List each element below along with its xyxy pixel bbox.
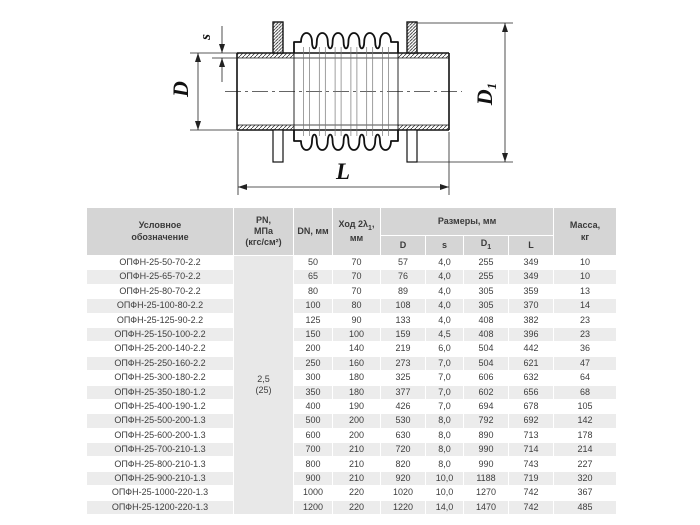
- cell-l: 442: [509, 342, 554, 356]
- cell-designation: ОПФН-25-80-70-2.2: [87, 284, 234, 298]
- cell-stroke: 200: [333, 414, 381, 428]
- cell-l: 396: [509, 327, 554, 341]
- header-line: PN,: [255, 214, 271, 225]
- cell-s: 8,0: [426, 414, 464, 428]
- cell-s: 7,0: [426, 356, 464, 370]
- cell-designation: ОПФН-25-1000-220-1.3: [87, 486, 234, 500]
- cell-dn: 800: [294, 457, 333, 471]
- cell-designation: ОПФН-25-125-90-2.2: [87, 313, 234, 327]
- cell-d: 325: [381, 371, 426, 385]
- col-header-d: D: [381, 236, 426, 256]
- cell-d1: 602: [464, 385, 509, 399]
- cell-s: 8,0: [426, 457, 464, 471]
- cell-l: 621: [509, 356, 554, 370]
- cell-stroke: 220: [333, 500, 381, 514]
- cell-d: 1220: [381, 500, 426, 514]
- cell-designation: ОПФН-25-600-200-1.3: [87, 428, 234, 442]
- header-line: мм: [349, 233, 364, 244]
- cell-stroke: 80: [333, 299, 381, 313]
- table-row: [87, 414, 617, 428]
- cell-d1: 255: [464, 270, 509, 284]
- cell-d: 920: [381, 471, 426, 485]
- table-row: [87, 270, 617, 284]
- col-header-stroke: [333, 208, 381, 256]
- cell-designation: ОПФН-25-100-80-2.2: [87, 299, 234, 313]
- cell-mass: 64: [554, 371, 617, 385]
- stroke-prefix: Ход 2λ: [338, 218, 369, 229]
- col-header-dn: DN, мм: [294, 208, 333, 256]
- cell-d1: 990: [464, 457, 509, 471]
- cell-designation: ОПФН-25-700-210-1.3: [87, 443, 234, 457]
- cell-s: 10,0: [426, 471, 464, 485]
- table-row: [87, 284, 617, 298]
- table-header: [87, 208, 617, 256]
- expansion-joint-drawing: [0, 0, 700, 205]
- cell-l: 632: [509, 371, 554, 385]
- col-header-l: L: [509, 236, 554, 256]
- header-line: (кгс/см²): [245, 237, 282, 248]
- table-body: [87, 256, 617, 515]
- table-row: [87, 385, 617, 399]
- table-row: [87, 486, 617, 500]
- cell-s: 4,0: [426, 270, 464, 284]
- cell-l: 714: [509, 443, 554, 457]
- cell-d: 57: [381, 256, 426, 270]
- cell-d: 89: [381, 284, 426, 298]
- table-row: [87, 327, 617, 341]
- cell-mass: 36: [554, 342, 617, 356]
- cell-s: 10,0: [426, 486, 464, 500]
- cell-stroke: 90: [333, 313, 381, 327]
- cell-d1: 1470: [464, 500, 509, 514]
- cell-stroke: 70: [333, 284, 381, 298]
- table-row: [87, 443, 617, 457]
- cell-mass: 14: [554, 299, 617, 313]
- cell-l: 719: [509, 471, 554, 485]
- cell-s: 8,0: [426, 443, 464, 457]
- dimension-d1: [417, 23, 513, 162]
- cell-s: 4,0: [426, 256, 464, 270]
- cell-d1: 305: [464, 299, 509, 313]
- cell-d: 377: [381, 385, 426, 399]
- cell-d: 820: [381, 457, 426, 471]
- cell-l: 678: [509, 399, 554, 413]
- cell-mass: 214: [554, 443, 617, 457]
- cell-dn: 1200: [294, 500, 333, 514]
- cell-stroke: 180: [333, 371, 381, 385]
- cell-l: 742: [509, 500, 554, 514]
- stroke-subscript: 1: [368, 224, 372, 232]
- cell-l: 349: [509, 256, 554, 270]
- col-header-d1: [464, 236, 509, 256]
- cell-s: 4,0: [426, 299, 464, 313]
- cell-mass: 367: [554, 486, 617, 500]
- cell-stroke: 180: [333, 385, 381, 399]
- cell-designation: ОПФН-25-500-200-1.3: [87, 414, 234, 428]
- cell-mass: 227: [554, 457, 617, 471]
- cell-stroke: 140: [333, 342, 381, 356]
- cell-d: 720: [381, 443, 426, 457]
- cell-mass: 485: [554, 500, 617, 514]
- cell-d1: 990: [464, 443, 509, 457]
- header-line: Условное: [138, 220, 182, 231]
- col-header-dimensions: Размеры, мм: [381, 208, 554, 236]
- header-line: кг: [580, 231, 590, 242]
- cell-l: 656: [509, 385, 554, 399]
- cell-d: 219: [381, 342, 426, 356]
- cell-l: 742: [509, 486, 554, 500]
- cell-mass: 23: [554, 313, 617, 327]
- cell-stroke: 70: [333, 256, 381, 270]
- cell-d: 530: [381, 414, 426, 428]
- cell-d1: 606: [464, 371, 509, 385]
- cell-l: 743: [509, 457, 554, 471]
- cell-d: 1020: [381, 486, 426, 500]
- cell-dn: 900: [294, 471, 333, 485]
- cell-d1: 504: [464, 356, 509, 370]
- cell-designation: ОПФН-25-1200-220-1.3: [87, 500, 234, 514]
- col-header-s: s: [426, 236, 464, 256]
- cell-s: 6,0: [426, 342, 464, 356]
- cell-stroke: 200: [333, 428, 381, 442]
- cell-d1: 504: [464, 342, 509, 356]
- cell-d: 630: [381, 428, 426, 442]
- cell-designation: ОПФН-25-350-180-1.2: [87, 385, 234, 399]
- header-line: [333, 219, 380, 234]
- cell-d: 273: [381, 356, 426, 370]
- cell-d: 76: [381, 270, 426, 284]
- cell-designation: ОПФН-25-300-180-2.2: [87, 371, 234, 385]
- d1-subscript: 1: [487, 244, 492, 252]
- cell-l: 382: [509, 313, 554, 327]
- table-row: [87, 471, 617, 485]
- col-header-designation: [87, 208, 234, 256]
- cell-d1: 408: [464, 313, 509, 327]
- cell-mass: 47: [554, 356, 617, 370]
- label-l: L: [335, 159, 351, 184]
- cell-d1: 408: [464, 327, 509, 341]
- cell-s: 4,5: [426, 327, 464, 341]
- table-row: [87, 399, 617, 413]
- cell-l: 692: [509, 414, 554, 428]
- cell-designation: ОПФН-25-200-140-2.2: [87, 342, 234, 356]
- cell-dn: 400: [294, 399, 333, 413]
- cell-stroke: 220: [333, 486, 381, 500]
- cell-dn: 1000: [294, 486, 333, 500]
- table-row: [87, 356, 617, 370]
- cell-designation: ОПФН-25-65-70-2.2: [87, 270, 234, 284]
- cell-dn: 50: [294, 256, 333, 270]
- cell-mass: 13: [554, 284, 617, 298]
- cell-d1: 792: [464, 414, 509, 428]
- cell-s: 8,0: [426, 428, 464, 442]
- cell-dn: 350: [294, 385, 333, 399]
- header-line: МПа: [254, 225, 273, 236]
- cell-dn: 125: [294, 313, 333, 327]
- header-line: Масса,: [569, 220, 601, 231]
- cell-stroke: 210: [333, 471, 381, 485]
- col-header-mass: [554, 208, 617, 256]
- cell-l: 713: [509, 428, 554, 442]
- cell-dn: 65: [294, 270, 333, 284]
- cell-mass: 23: [554, 327, 617, 341]
- label-s: s: [198, 34, 214, 40]
- cell-stroke: 210: [333, 443, 381, 457]
- cell-designation: ОПФН-25-150-100-2.2: [87, 327, 234, 341]
- cell-stroke: 160: [333, 356, 381, 370]
- cell-d: 426: [381, 399, 426, 413]
- cell-mass: 320: [554, 471, 617, 485]
- d1-base: D: [480, 238, 488, 249]
- cell-d1: 1188: [464, 471, 509, 485]
- cell-mass: 10: [554, 256, 617, 270]
- cell-d1: 694: [464, 399, 509, 413]
- cell-dn: 500: [294, 414, 333, 428]
- cell-d1: 1270: [464, 486, 509, 500]
- table-row: [87, 371, 617, 385]
- cell-s: 7,0: [426, 399, 464, 413]
- cell-d1: 255: [464, 256, 509, 270]
- cell-s: 7,0: [426, 385, 464, 399]
- cell-d: 159: [381, 327, 426, 341]
- cell-l: 349: [509, 270, 554, 284]
- cell-d1: 890: [464, 428, 509, 442]
- cell-stroke: 190: [333, 399, 381, 413]
- cell-stroke: 70: [333, 270, 381, 284]
- cell-mass: 68: [554, 385, 617, 399]
- spec-table: [86, 207, 617, 515]
- table-row: [87, 500, 617, 514]
- cell-d: 108: [381, 299, 426, 313]
- cell-designation: ОПФН-25-800-210-1.3: [87, 457, 234, 471]
- cell-dn: 100: [294, 299, 333, 313]
- table-row: [87, 299, 617, 313]
- table-row: [87, 256, 617, 270]
- cell-mass: 105: [554, 399, 617, 413]
- cell-dn: 200: [294, 342, 333, 356]
- col-header-pn: [234, 208, 294, 256]
- table-row: [87, 428, 617, 442]
- table-row: [87, 342, 617, 356]
- cell-dn: 80: [294, 284, 333, 298]
- cell-pn-merged: 2,5 (25): [234, 256, 294, 515]
- cell-s: 4,0: [426, 284, 464, 298]
- cell-dn: 700: [294, 443, 333, 457]
- cell-designation: ОПФН-25-400-190-1.2: [87, 399, 234, 413]
- cell-dn: 600: [294, 428, 333, 442]
- cell-d1: 305: [464, 284, 509, 298]
- cell-s: 14,0: [426, 500, 464, 514]
- cell-dn: 300: [294, 371, 333, 385]
- cell-stroke: 100: [333, 327, 381, 341]
- cell-dn: 250: [294, 356, 333, 370]
- cell-designation: ОПФН-25-900-210-1.3: [87, 471, 234, 485]
- header-line: обозначение: [131, 231, 189, 242]
- stroke-comma: ,: [371, 218, 375, 229]
- table-row: [87, 457, 617, 471]
- cell-mass: 142: [554, 414, 617, 428]
- cell-l: 370: [509, 299, 554, 313]
- cell-s: 7,0: [426, 371, 464, 385]
- label-d: D: [168, 81, 193, 97]
- cell-d: 133: [381, 313, 426, 327]
- cell-designation: ОПФН-25-250-160-2.2: [87, 356, 234, 370]
- cell-mass: 178: [554, 428, 617, 442]
- cell-mass: 10: [554, 270, 617, 284]
- cell-designation: ОПФН-25-50-70-2.2: [87, 256, 234, 270]
- cell-dn: 150: [294, 327, 333, 341]
- table-row: [87, 313, 617, 327]
- cell-stroke: 210: [333, 457, 381, 471]
- label-d1: D1: [472, 82, 499, 106]
- cell-s: 4,0: [426, 313, 464, 327]
- cell-l: 359: [509, 284, 554, 298]
